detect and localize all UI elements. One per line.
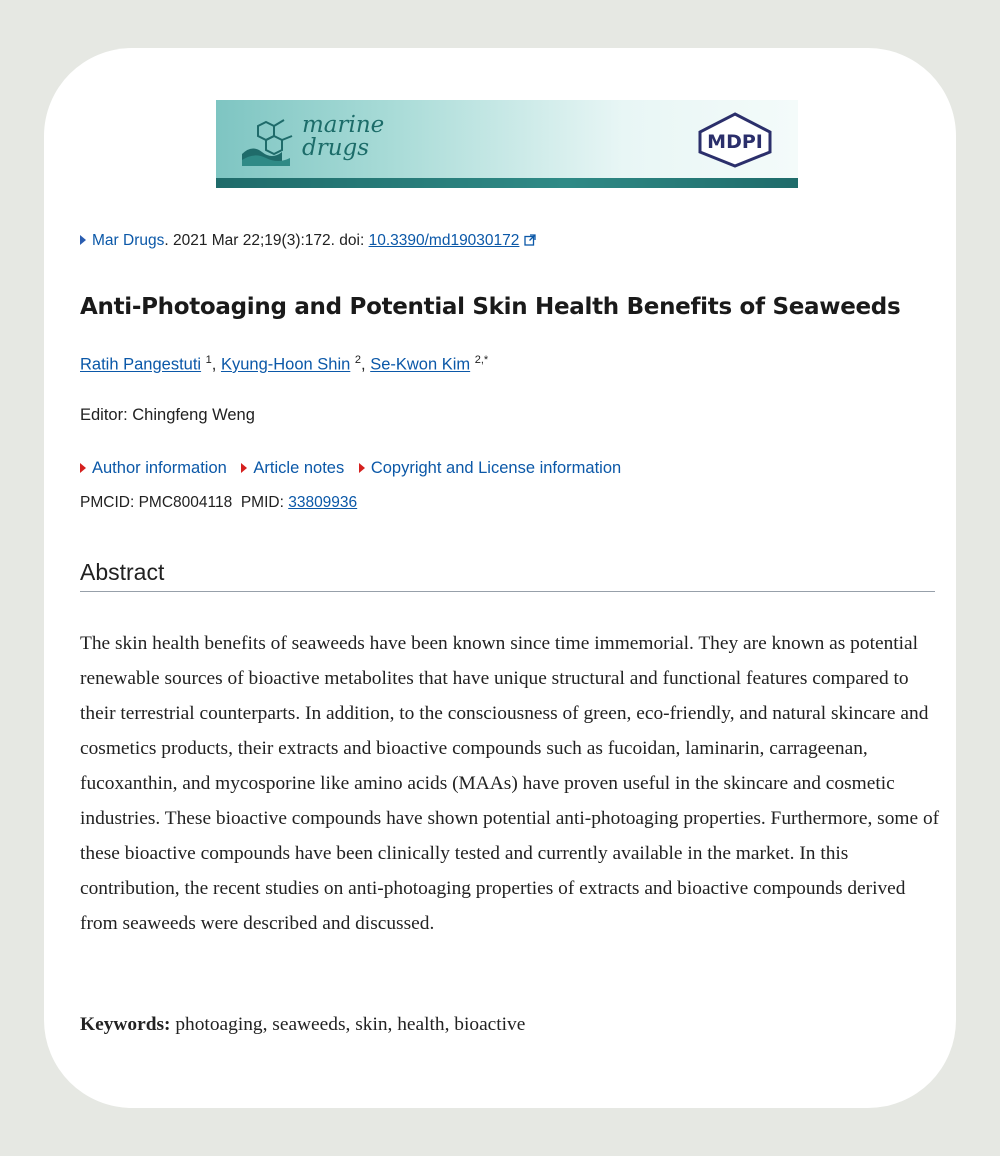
article-notes-toggle[interactable]	[241, 459, 344, 477]
journal-link[interactable]: Mar Drugs	[92, 232, 165, 249]
pmcid-label: PMCID:	[80, 494, 135, 511]
journal-banner[interactable]	[216, 100, 798, 188]
banner-stripe	[216, 178, 798, 188]
expand-triangle-icon	[241, 463, 247, 473]
keywords-label: Keywords:	[80, 1014, 171, 1035]
mdpi-logo	[694, 112, 776, 168]
abstract-heading: Abstract	[80, 559, 935, 592]
external-link-icon[interactable]	[524, 234, 536, 246]
author-information-toggle[interactable]	[80, 459, 227, 477]
pmid-label: PMID:	[240, 494, 284, 511]
pmid-link[interactable]: 33809936	[288, 494, 358, 511]
article-info-links	[80, 459, 631, 478]
author-affiliation: 2,*	[474, 354, 489, 366]
mdpi-logo-text: MDPI	[707, 131, 763, 153]
article-notes-label: Article notes	[253, 459, 345, 477]
author-affiliation: 1	[205, 354, 212, 366]
keywords-list: photoaging, seaweeds, skin, health, bioactive	[175, 1014, 526, 1035]
citation-details: . 2021 Mar 22;19(3):172. doi:	[164, 232, 369, 249]
journal-name	[302, 114, 384, 160]
author-link[interactable]: Se-Kwon Kim	[370, 355, 471, 374]
author-information-label: Author information	[92, 459, 227, 477]
editor-line: Editor: Chingfeng Weng	[80, 406, 255, 424]
article-title: Anti-Photoaging and Potential Skin Health Benefits of Seaweeds	[80, 294, 901, 320]
copyright-license-toggle[interactable]	[359, 459, 621, 477]
journal-name-line1: marine	[302, 112, 385, 138]
abstract-text: The skin health benefits of seaweeds have been known since time immemorial. They are known as potential renewable sources of bioactive metabolites that have unique structural and functional features compared to their terrestrial counterparts. In addition, to the consciousness of green, eco-friendly, and natural skincare and cosmetics products, their extracts and bioactive compounds such as fucoidan, laminarin, carrageenan, fucoxanthin, and mycosporine like amino acids (MAAs) have proven useful in the skincare and cosmetic industries. These bioactive compounds have shown potential anti-photoaging properties. Furthermore, some of these bioactive compounds have been clinically tested and currently available in the market. In this contribution, the recent studies on anti-photoaging properties of extracts and bioactive compounds derived from seaweeds were described and discussed.	[80, 633, 940, 934]
author-link[interactable]: Kyung-Hoon Shin	[220, 355, 351, 374]
copyright-license-label: Copyright and License information	[370, 459, 622, 477]
author-link[interactable]: Ratih Pangestuti	[80, 355, 202, 374]
marine-drugs-logo-icon	[238, 114, 306, 170]
author-affiliation: 2	[354, 354, 362, 366]
expand-triangle-icon	[80, 463, 86, 473]
doi-link[interactable]: 10.3390/md19030172	[368, 232, 520, 249]
journal-name-line2: drugs	[302, 135, 370, 161]
citation-line	[80, 232, 536, 250]
expand-triangle-icon	[80, 235, 86, 245]
author-list: Ratih Pangestuti $^1$, Kyung-Hoon Shin $^2$, Se-Kwon Kim $^{2,*}$	[80, 354, 489, 374]
pmcid-value: PMC8004118	[138, 494, 233, 511]
keywords-line	[80, 1014, 525, 1036]
expand-triangle-icon	[359, 463, 365, 473]
article-ids	[80, 494, 357, 512]
